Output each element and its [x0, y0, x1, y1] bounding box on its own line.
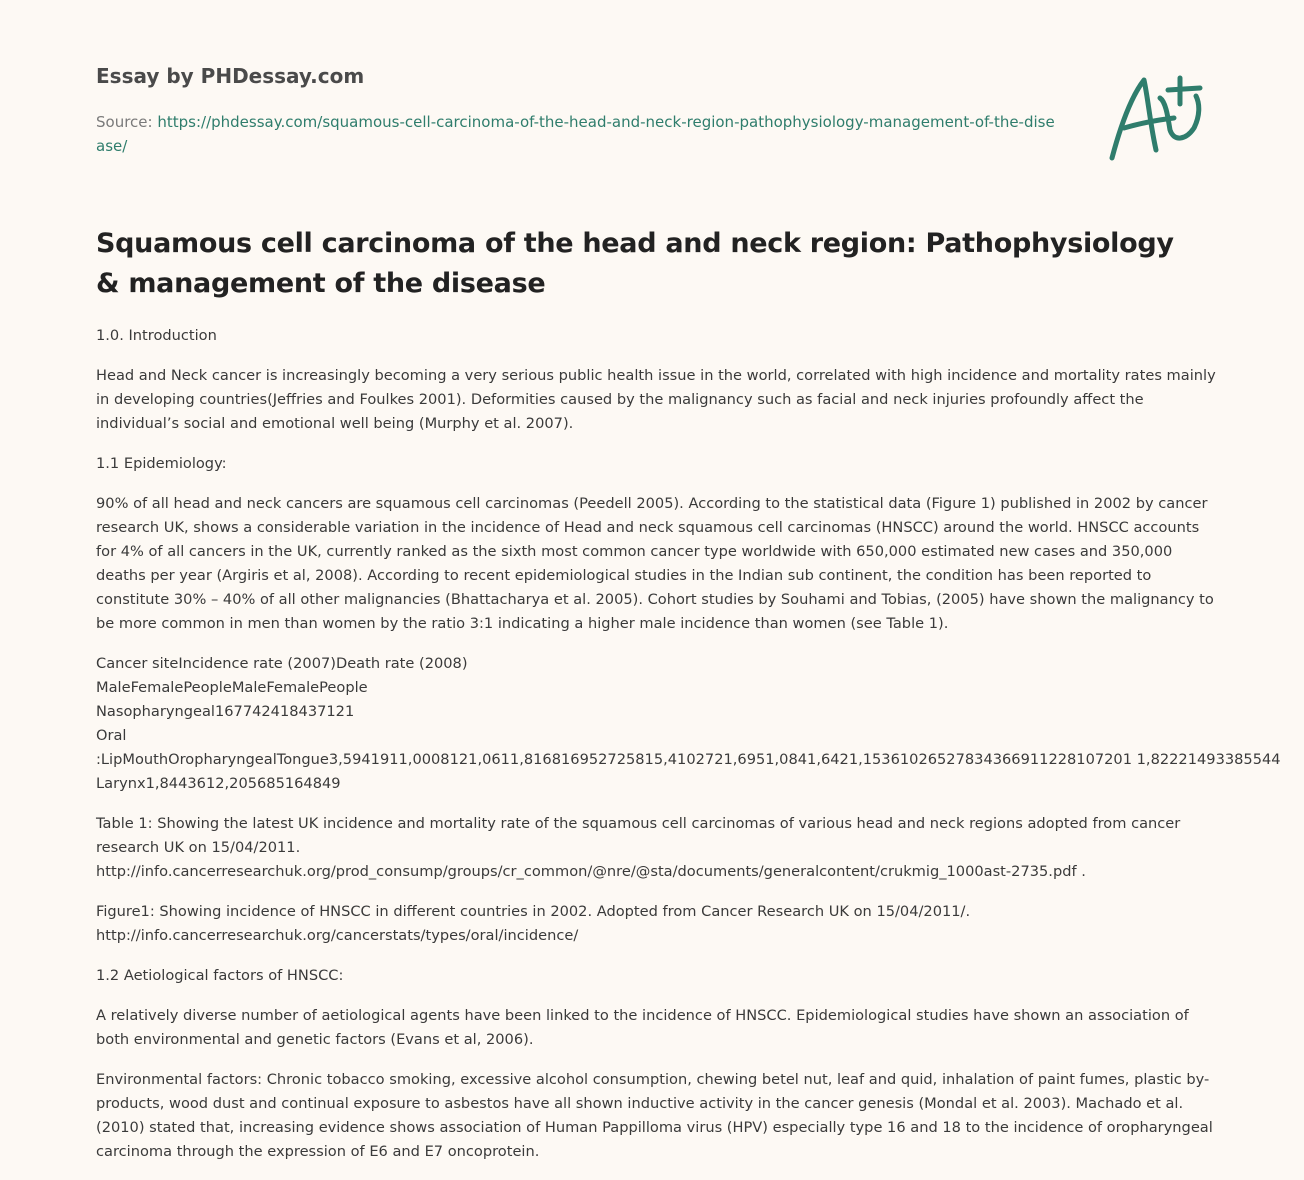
table-line: Larynx1,8443612,205685164849 — [96, 775, 341, 792]
figure-caption-url: http://info.cancerresearchuk.org/cancerstats/types/oral/incidence/ — [96, 927, 579, 944]
environmental-factors-paragraph: Environmental factors: Chronic tobacco smoking, excessive alcohol consumption, chewing betel nut, leaf and quid, inhalation of paint fumes, plastic by-products, wood dust and continual exposure to asbestos have all shown inductive activity in the cancer genesis (Mondal et al. 2003). Machado et al. (2010) stated that, increasing evidence shows association of Human Pappilloma virus (HPV) especially type 16 and 18 to the incidence of oropharyngeal carcinoma through the expression of E6 and E7 oncoprotein. — [96, 1071, 1213, 1160]
table-caption — [96, 812, 1216, 884]
figure-caption-text: Figure1: Showing incidence of HNSCC in different countries in 2002. Adopted from Cancer Research UK on 15/04/2011/. — [96, 903, 971, 920]
source-link[interactable]: https://phdessay.com/squamous-cell-carcinoma-of-the-head-and-neck-region-pathophysiology-management-of-the-disease/ — [96, 113, 1055, 155]
essay-title: Squamous cell carcinoma of the head and neck region: Pathophysiology & management of the disease — [96, 228, 1174, 299]
aetiology-heading: 1.2 Aetiological factors of HNSCC: — [96, 967, 344, 984]
table-line: MaleFemalePeopleMaleFemalePeople — [96, 679, 368, 696]
table-caption-url: http://info.cancerresearchuk.org/prod_consump/groups/cr_common/@nre/@sta/documents/generalcontent/crukmig_1000ast-2735.pdf . — [96, 863, 1086, 880]
intro-paragraph: Head and Neck cancer is increasingly becoming a very serious public health issue in the world, correlated with high incidence and mortality rates mainly in developing countries(Jeffries and Foulkes 2001). Deformities caused by the malignancy such as facial and neck injuries profoundly affect the individual’s social and emotional well being (Murphy et al. 2007). — [96, 367, 1216, 432]
aetiology-paragraph: A relatively diverse number of aetiological agents have been linked to the incidence of HNSCC. Epidemiological studies have shown an association of both environmental and genetic factors (Evans et al, 2006). — [96, 1007, 1189, 1048]
table-line: Cancer siteIncidence rate (2007)Death rate (2008) — [96, 655, 468, 672]
table-line: :LipMouthOropharyngealTongue3,5941911,0008121,0611,816816952725815,4102721,6951,0841,6421,15361026527834366911228107201 1,82221493385544 — [96, 751, 1281, 768]
epidemiology-heading: 1.1 Epidemiology: — [96, 455, 227, 472]
epidemiology-paragraph: 90% of all head and neck cancers are squamous cell carcinomas (Peedell 2005). According to the statistical data (Figure 1) published in 2002 by cancer research UK, shows a considerable variation in the incidence of Head and neck squamous cell carcinomas (HNSCC) around the world. HNSCC accounts for 4% of all cancers in the UK, currently ranked as the sixth most common cancer type worldwide with 650,000 estimated new cases and 350,000 deaths per year (Argiris et al, 2008). According to recent epidemiological studies in the Indian sub continent, the condition has been reported to constitute 30% – 40% of all other malignancies (Bhattacharya et al. 2005). Cohort studies by Souhami and Tobias, (2005) have shown the malignancy to be more common in men than women by the ratio 3:1 indicating a higher male incidence than women (see Table 1). — [96, 495, 1214, 632]
figure-caption — [96, 900, 1216, 948]
table-caption-text: Table 1: Showing the latest UK incidence and mortality rate of the squamous cell carcinomas of various head and neck regions adopted from cancer research UK on 15/04/2011. — [96, 815, 1181, 856]
a-plus-logo-icon — [1100, 68, 1210, 164]
intro-heading: 1.0. Introduction — [96, 327, 217, 344]
table-line: Nasopharyngeal167742418437121 — [96, 703, 355, 720]
site-brand: Essay by PHDessay.com — [96, 64, 365, 88]
incidence-table-text — [96, 652, 1281, 796]
source-label: Source: — [96, 113, 153, 131]
essay-body — [96, 324, 1281, 1180]
table-line: Oral — [96, 727, 127, 744]
source-line — [96, 110, 1056, 158]
